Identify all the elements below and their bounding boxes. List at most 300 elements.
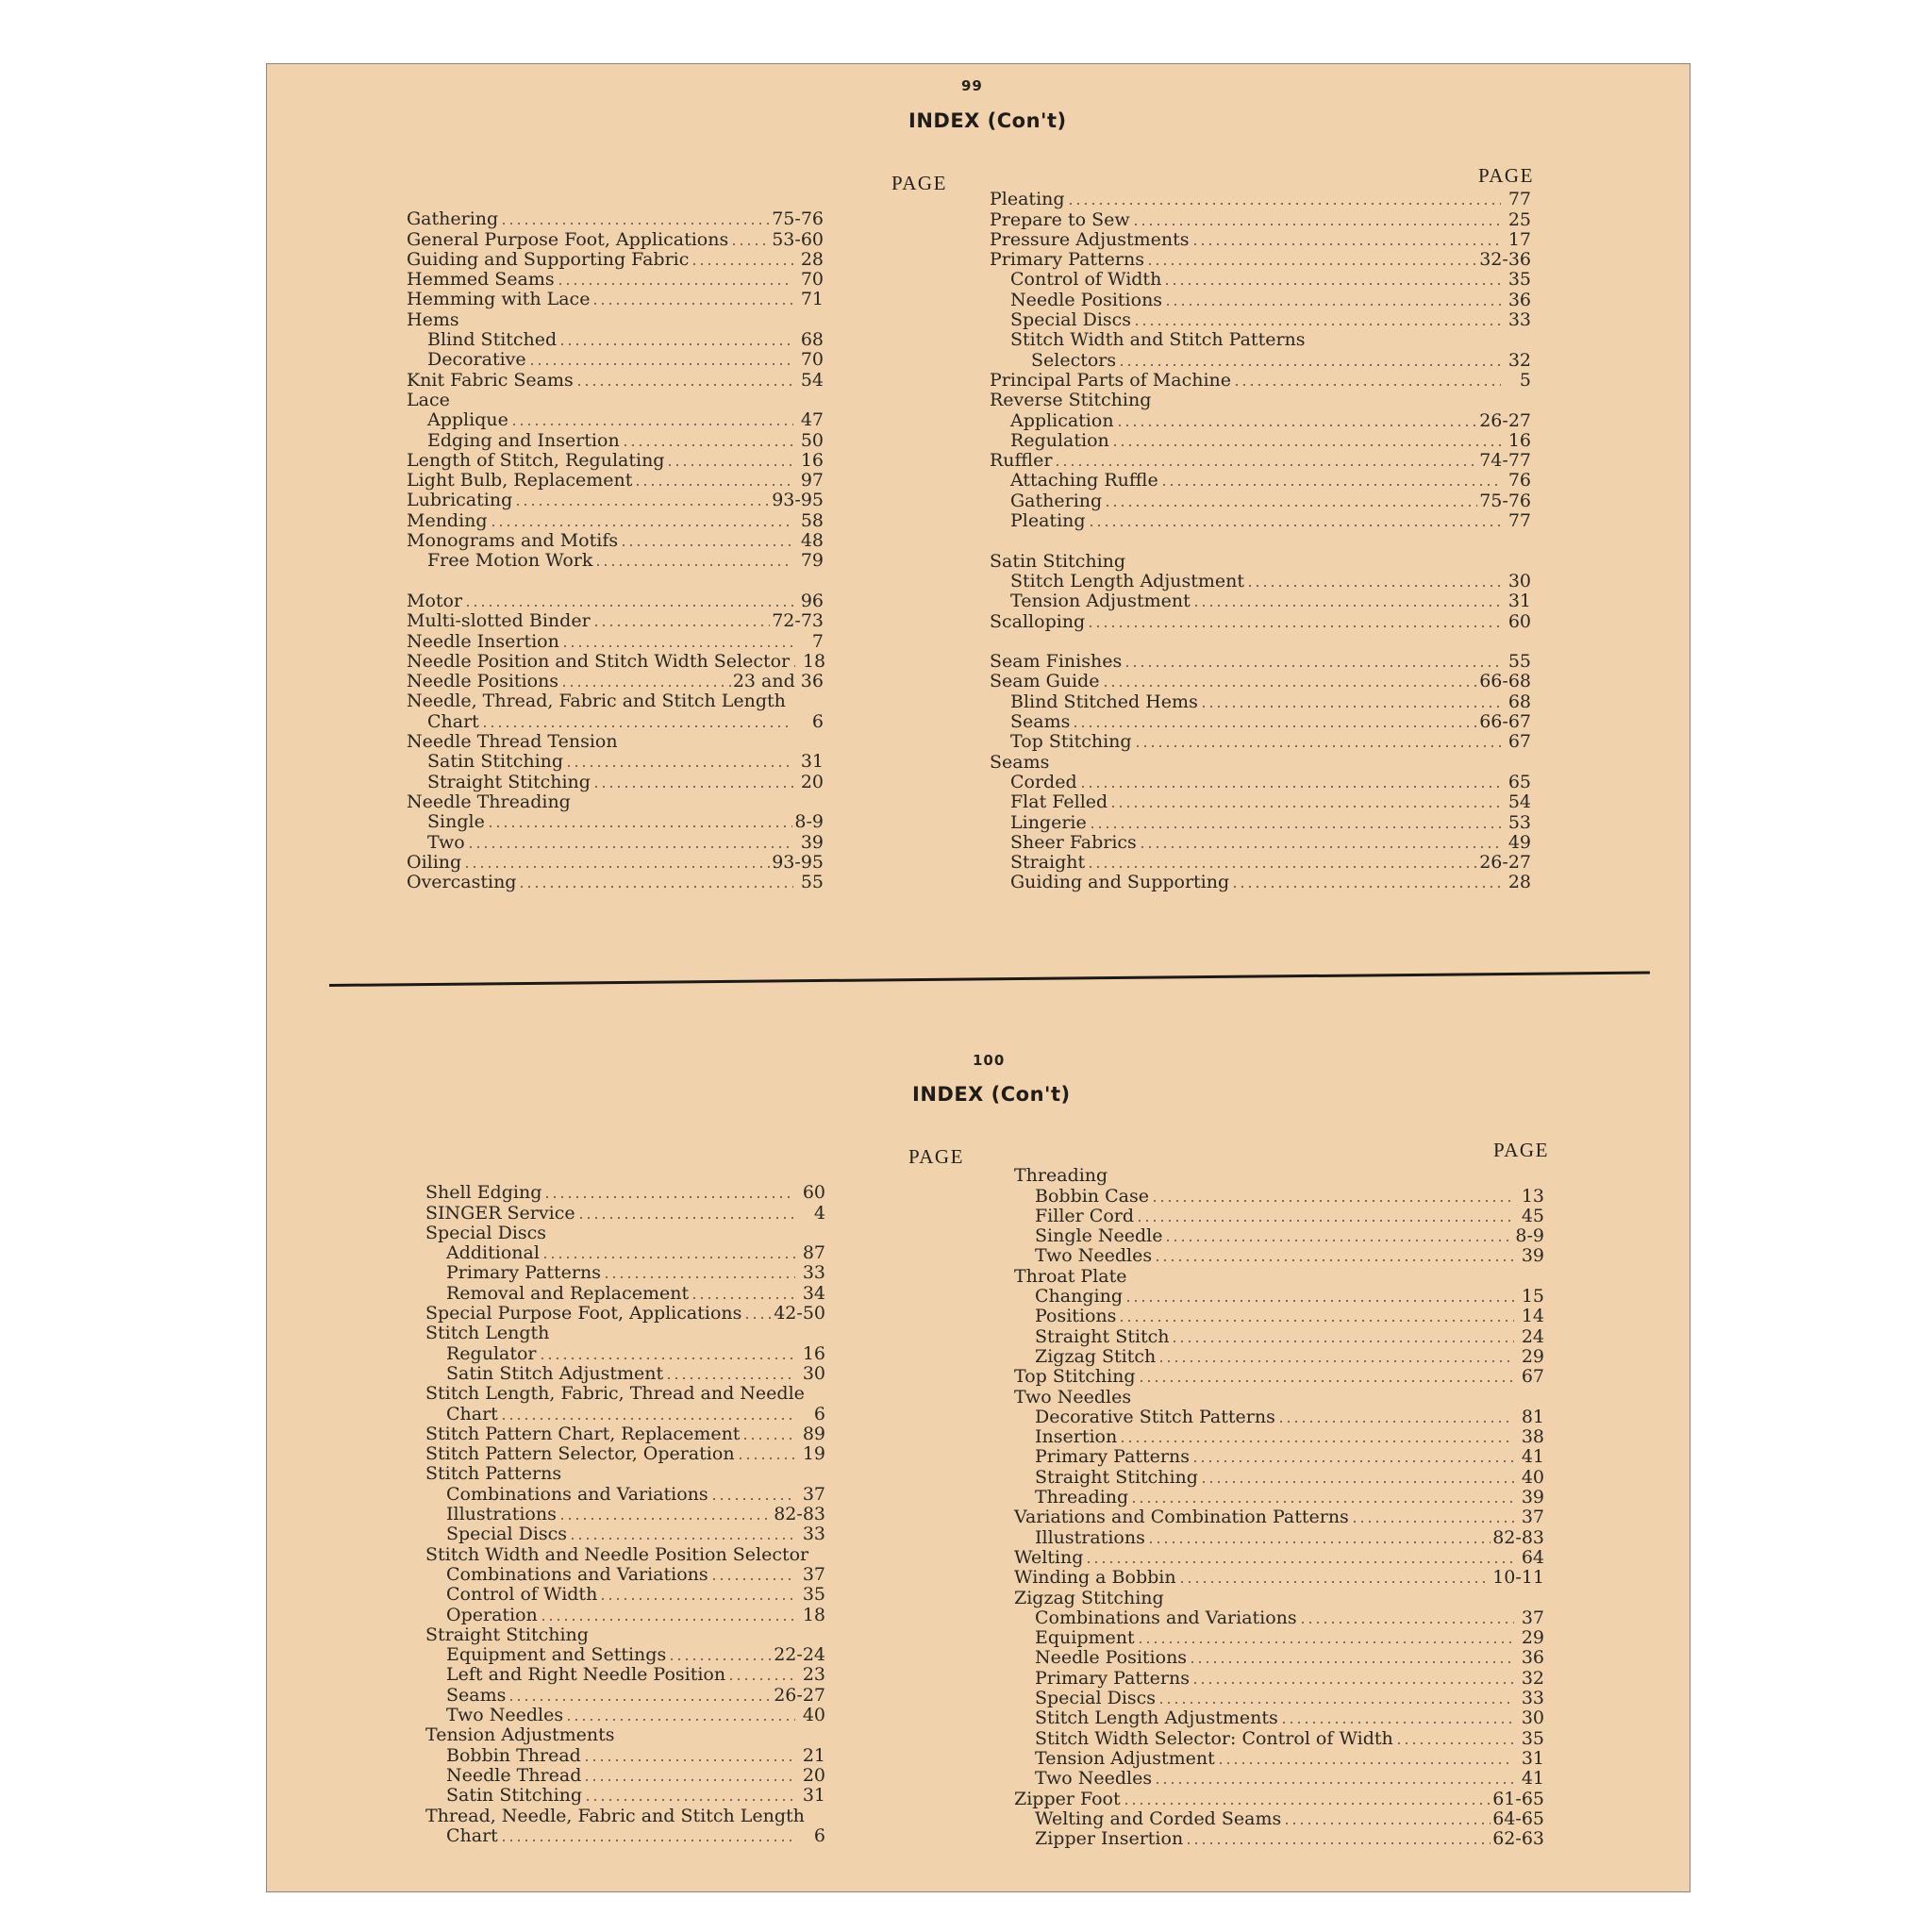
dot-leader <box>558 1518 772 1520</box>
entry-label: Gathering <box>1010 490 1103 511</box>
dot-leader <box>1111 444 1501 446</box>
page-column-heading: PAGE <box>1493 1139 1549 1161</box>
index-entry <box>425 1343 825 1363</box>
entry-page-ref: 15 <box>1521 1286 1544 1307</box>
index-entry <box>1014 1427 1544 1447</box>
dot-leader <box>668 1658 772 1660</box>
dot-leader <box>1134 745 1501 747</box>
dot-leader <box>1233 384 1501 386</box>
dot-leader <box>569 1538 795 1540</box>
entry-label: Straight Stitching <box>427 771 591 792</box>
index-entry <box>407 611 824 631</box>
entry-label: Illustrations <box>446 1504 557 1525</box>
dot-leader <box>1102 685 1478 687</box>
index-entry <box>407 471 824 491</box>
index-entry <box>990 752 1531 772</box>
entry-label: Zipper Insertion <box>1035 1828 1184 1850</box>
entry-label: Tension Adjustment <box>1010 591 1191 612</box>
dot-leader <box>1191 1460 1514 1462</box>
entry-page-ref: 6 <box>813 1403 825 1424</box>
entry-page-ref: 31 <box>1521 1747 1544 1769</box>
index-entry <box>425 1243 825 1263</box>
entry-label: Top Stitching <box>1010 731 1132 753</box>
index-entry <box>425 1384 825 1404</box>
index-entry <box>407 250 824 270</box>
dot-leader <box>540 1619 795 1621</box>
entry-label: Primary Patterns <box>990 249 1144 271</box>
index-entry <box>990 190 1531 209</box>
entry-label: Left and Right Needle Position <box>446 1664 726 1686</box>
entry-label: Knit Fabric Seams <box>407 369 574 391</box>
entry-label: Stitch Pattern Chart, Replacement <box>425 1423 741 1444</box>
index-entry <box>1014 1287 1544 1307</box>
dot-leader <box>500 1840 795 1841</box>
entry-label: Special Purpose Foot, Applications <box>425 1303 742 1324</box>
entry-page-ref: 17 <box>1507 228 1531 250</box>
dot-leader <box>1147 1541 1491 1543</box>
index-entry <box>1014 1447 1544 1467</box>
dot-leader <box>1133 324 1501 325</box>
entry-label: Straight Stitching <box>1035 1466 1198 1488</box>
entry-page-ref: 65 <box>1507 771 1531 792</box>
entry-page-ref: 79 <box>800 550 824 572</box>
index-entry <box>425 1364 825 1384</box>
index-entry <box>1014 1467 1544 1487</box>
entry-label: Guiding and Supporting Fabric <box>407 248 690 270</box>
entry-label: Tension Adjustment <box>1035 1747 1215 1769</box>
entry-label: Blind Stitched Hems <box>1010 691 1198 712</box>
page-column-heading: PAGE <box>891 172 947 194</box>
index-entry <box>407 853 824 873</box>
entry-page-ref: 67 <box>1507 731 1531 753</box>
dot-leader <box>710 1578 795 1580</box>
dot-leader <box>1191 1682 1514 1684</box>
index-entry <box>1014 1347 1544 1367</box>
entry-label: Equipment <box>1035 1627 1135 1649</box>
index-entry <box>407 691 824 711</box>
dot-leader <box>1351 1521 1514 1523</box>
index-entry <box>407 732 824 752</box>
entry-label: Two Needles <box>1035 1245 1153 1267</box>
entry-label: Straight Stitching <box>425 1624 589 1645</box>
dot-leader <box>1109 806 1501 808</box>
index-entry <box>425 1424 825 1444</box>
entry-label: Two Needles <box>446 1705 564 1726</box>
entry-page-ref: 32 <box>1507 349 1531 371</box>
index-entry <box>425 1283 825 1303</box>
entry-label: Edging and Insertion <box>427 429 620 451</box>
entry-label: Top Stitching <box>1014 1366 1136 1388</box>
index-entry <box>1014 1608 1544 1628</box>
dot-leader <box>741 1438 795 1440</box>
dot-leader <box>500 1418 795 1420</box>
dot-leader <box>577 1217 795 1219</box>
index-entry <box>1014 1488 1544 1507</box>
entry-page-ref: 5 <box>1519 369 1531 391</box>
entry-page-ref: 50 <box>800 429 824 451</box>
dot-leader <box>1160 484 1501 486</box>
entry-page-ref: 75-76 <box>772 208 824 230</box>
entry-page-ref: 96 <box>800 590 824 611</box>
entry-label: Seams <box>446 1684 507 1706</box>
dot-leader <box>1138 1380 1514 1382</box>
index-entry <box>407 752 824 772</box>
entry-label: Combinations and Variations <box>446 1483 708 1505</box>
index-entry <box>407 672 824 691</box>
entry-page-ref: 20 <box>802 1764 825 1786</box>
entry-label: Prepare to Sew <box>990 208 1130 230</box>
index-entry <box>425 1665 825 1685</box>
entry-label: Seam Guide <box>990 671 1100 692</box>
entry-label: Seam Finishes <box>990 651 1123 673</box>
entry-page-ref: 53-60 <box>772 228 824 250</box>
entry-page-ref: 23 and 36 <box>732 671 824 692</box>
page-number: 100 <box>973 1052 1006 1069</box>
index-title: INDEX (Con't) <box>908 109 1067 132</box>
entry-page-ref: 33 <box>1507 309 1531 331</box>
index-entry <box>425 1706 825 1725</box>
index-entry <box>425 1565 825 1585</box>
dot-leader <box>528 363 793 365</box>
index-entry <box>990 812 1531 832</box>
entry-label: Needle Threading <box>407 791 571 812</box>
index-entry <box>990 691 1531 711</box>
entry-label: Insertion <box>1035 1426 1118 1448</box>
entry-page-ref: 58 <box>800 509 824 531</box>
entry-spacer <box>407 571 824 591</box>
entry-label: Flat Felled <box>1010 791 1108 813</box>
entry-page-ref: 14 <box>1521 1306 1544 1327</box>
index-entry <box>990 209 1531 229</box>
dot-leader <box>1246 585 1501 587</box>
entry-label: Seams <box>1010 711 1071 733</box>
index-entry <box>407 551 824 571</box>
dot-leader <box>1124 1300 1514 1302</box>
entry-label: Selectors <box>1031 349 1117 371</box>
index-entry <box>990 290 1531 309</box>
entry-label: Mending <box>407 509 488 531</box>
entry-label: Stitch Width and Needle Position Selector <box>425 1543 809 1565</box>
dot-leader <box>565 1719 795 1721</box>
index-entry <box>990 672 1531 691</box>
dot-leader <box>575 384 793 386</box>
index-entry <box>990 551 1531 571</box>
entry-label: Special Discs <box>1035 1688 1157 1709</box>
entry-page-ref: 62-63 <box>1492 1828 1544 1850</box>
entry-page-ref: 29 <box>1521 1345 1544 1367</box>
dot-leader <box>791 665 795 667</box>
entry-page-ref: 33 <box>802 1524 825 1545</box>
dot-leader <box>583 1759 795 1761</box>
dot-leader <box>1299 1622 1514 1624</box>
index-column <box>990 190 1531 892</box>
scanned-index-sheet <box>266 63 1690 1892</box>
index-entry <box>1014 1387 1544 1407</box>
entry-page-ref: 60 <box>1507 610 1531 632</box>
entry-label: Primary Patterns <box>1035 1446 1190 1468</box>
index-entry <box>990 572 1531 591</box>
entry-label: Zigzag Stitch <box>1035 1345 1157 1367</box>
dot-leader <box>510 424 793 425</box>
entry-label: Stitch Pattern Selector, Operation <box>425 1443 735 1465</box>
entry-page-ref: 37 <box>1521 1507 1544 1528</box>
index-entry <box>1014 1326 1544 1346</box>
index-entry <box>425 1685 825 1705</box>
entry-label: Pressure Adjustments <box>990 228 1190 250</box>
dot-leader <box>1200 706 1501 708</box>
entry-label: Pleating <box>1010 510 1086 532</box>
index-entry <box>407 410 824 430</box>
dot-leader <box>1088 525 1501 526</box>
dot-leader <box>591 303 793 305</box>
index-entry <box>990 773 1531 792</box>
dot-leader <box>592 625 771 626</box>
index-entry <box>1014 1689 1544 1708</box>
entry-page-ref: 28 <box>800 248 824 270</box>
entry-label: Length of Stitch, Regulating <box>407 449 665 471</box>
index-entry <box>990 652 1531 672</box>
dot-leader <box>1158 1360 1514 1362</box>
entry-label: Operation <box>446 1604 538 1625</box>
entry-label: Two Needles <box>1035 1768 1153 1790</box>
index-entry <box>425 1745 825 1765</box>
entry-page-ref: 31 <box>802 1785 825 1807</box>
dot-leader <box>634 484 793 486</box>
entry-page-ref: 37 <box>802 1483 825 1505</box>
entry-page-ref: 30 <box>802 1362 825 1384</box>
dot-leader <box>1192 605 1501 607</box>
entry-label: Corded <box>1010 771 1077 792</box>
entry-label: Overcasting <box>407 872 517 893</box>
dot-leader <box>1123 1803 1491 1805</box>
dot-leader <box>464 605 793 607</box>
entry-label: Applique <box>427 409 508 431</box>
index-entry <box>990 310 1531 330</box>
index-entry <box>990 270 1531 290</box>
dot-leader <box>1277 1421 1514 1423</box>
entry-label: Throat Plate <box>1014 1265 1127 1287</box>
entry-label: Seams <box>990 751 1050 773</box>
index-entry <box>407 209 824 229</box>
entry-label: Zipper Foot <box>1014 1788 1121 1809</box>
index-entry <box>407 591 824 611</box>
entry-page-ref: 55 <box>1507 651 1531 673</box>
entry-label: Combinations and Variations <box>446 1563 708 1585</box>
index-entry <box>1014 1207 1544 1226</box>
entry-page-ref: 68 <box>800 329 824 351</box>
index-entry <box>990 611 1531 631</box>
dot-leader <box>543 1196 795 1198</box>
entry-page-ref: 4 <box>813 1202 825 1224</box>
index-entry <box>990 792 1531 812</box>
entry-label: Additional <box>446 1242 540 1264</box>
index-entry <box>990 732 1531 752</box>
entry-page-ref: 36 <box>1507 289 1531 310</box>
dot-leader <box>1146 263 1477 265</box>
index-entry <box>425 1203 825 1223</box>
entry-page-ref: 70 <box>800 349 824 371</box>
entry-label: Special Discs <box>1010 309 1132 331</box>
dot-leader <box>1130 1501 1514 1503</box>
index-entry <box>425 1183 825 1203</box>
index-entry <box>1014 1307 1544 1326</box>
dot-leader <box>620 544 793 546</box>
entry-page-ref: 93-95 <box>772 851 824 873</box>
dot-leader <box>1132 224 1501 225</box>
entry-label: Lace <box>407 389 450 410</box>
entry-label: Single <box>427 811 485 833</box>
index-entry <box>425 1505 825 1524</box>
index-entry <box>990 873 1531 892</box>
entry-page-ref: 32 <box>1521 1667 1544 1689</box>
index-entry <box>990 230 1531 250</box>
index-entry <box>1014 1507 1544 1527</box>
entry-page-ref: 35 <box>1521 1727 1544 1749</box>
page-divider-line <box>329 972 1650 987</box>
dot-leader <box>1185 1842 1491 1844</box>
dot-leader <box>584 1799 795 1801</box>
dot-leader <box>603 1276 795 1278</box>
index-entry <box>407 290 824 309</box>
dot-leader <box>1136 1220 1514 1222</box>
index-entry <box>425 1444 825 1464</box>
entry-label: Light Bulb, Replacement <box>407 470 633 491</box>
entry-page-ref: 71 <box>800 289 824 310</box>
entry-page-ref: 18 <box>802 1604 825 1625</box>
entry-page-ref: 23 <box>802 1664 825 1686</box>
entry-label: Reverse Stitching <box>990 390 1152 411</box>
index-entry <box>407 812 824 832</box>
index-entry <box>1014 1527 1544 1547</box>
entry-label: Shell Edging <box>425 1182 542 1204</box>
entry-label: Ruffler <box>990 450 1053 472</box>
entry-page-ref: 18 <box>802 650 826 672</box>
dot-leader <box>1395 1742 1514 1744</box>
entry-page-ref: 60 <box>802 1182 825 1204</box>
index-entry <box>425 1645 825 1665</box>
entry-page-ref: 30 <box>1507 570 1531 591</box>
entry-label: Needle Positions <box>1010 289 1163 310</box>
entry-page-ref: 39 <box>1521 1245 1544 1267</box>
entry-page-ref: 39 <box>800 831 824 853</box>
index-entry <box>1014 1186 1544 1206</box>
entry-page-ref: 77 <box>1507 510 1531 532</box>
entry-page-ref: 37 <box>802 1563 825 1585</box>
entry-label: Stitch Length, Fabric, Thread and Needle <box>425 1383 805 1405</box>
entry-label: Special Discs <box>425 1222 547 1243</box>
entry-label: Guiding and Supporting <box>1010 872 1230 893</box>
index-entry <box>425 1544 825 1564</box>
dot-leader <box>481 725 793 727</box>
index-entry <box>425 1484 825 1504</box>
entry-label: Regulator <box>446 1342 537 1364</box>
index-entry <box>407 873 824 892</box>
index-entry <box>1014 1728 1544 1748</box>
entry-page-ref: 89 <box>802 1423 825 1444</box>
dot-leader <box>1087 625 1501 627</box>
index-entry <box>425 1605 825 1624</box>
entry-label: Satin Stitching <box>446 1785 583 1807</box>
index-entry <box>407 631 824 651</box>
entry-page-ref: 25 <box>1507 208 1531 230</box>
dot-leader <box>599 1598 795 1600</box>
entry-label: Control of Width <box>1010 269 1162 291</box>
entry-page-ref: 82-83 <box>1492 1526 1544 1548</box>
entry-label: Principal Parts of Machine <box>990 369 1231 391</box>
index-entry <box>990 350 1531 370</box>
entry-page-ref: 38 <box>1521 1426 1544 1448</box>
entry-label: Equipment and Settings <box>446 1644 667 1666</box>
entry-label: Bobbin Case <box>1035 1185 1149 1207</box>
entry-page-ref: 37 <box>1521 1607 1544 1628</box>
index-entry <box>425 1625 825 1645</box>
entry-label: Stitch Width and Stitch Patterns <box>1010 329 1306 351</box>
entry-label: Free Motion Work <box>427 550 593 572</box>
dot-leader <box>727 1678 795 1680</box>
entry-label: Changing <box>1035 1286 1123 1307</box>
entry-page-ref: 55 <box>800 872 824 893</box>
entry-label: Needle Insertion <box>407 630 559 652</box>
dot-leader <box>1116 425 1478 426</box>
entry-page-ref: 26-27 <box>1479 852 1531 874</box>
entry-label: Control of Width <box>446 1584 598 1606</box>
index-entry <box>425 1304 825 1324</box>
dot-leader <box>1079 786 1501 788</box>
entry-page-ref: 64 <box>1521 1546 1544 1568</box>
entry-page-ref: 16 <box>802 1342 825 1364</box>
index-entry <box>1014 1708 1544 1728</box>
dot-leader <box>1089 826 1501 828</box>
entry-label: Needle Positions <box>1035 1647 1188 1669</box>
index-entry <box>1014 1789 1544 1808</box>
entry-page-ref: 33 <box>1521 1688 1544 1709</box>
entry-page-ref: 54 <box>1507 791 1531 813</box>
entry-label: Attaching Ruffle <box>1010 470 1158 491</box>
entry-page-ref: 39 <box>1521 1487 1544 1508</box>
entry-page-ref: 64-65 <box>1492 1807 1544 1829</box>
index-entry <box>425 1224 825 1243</box>
index-entry <box>425 1766 825 1786</box>
dot-leader <box>1137 1641 1514 1643</box>
entry-page-ref: 67 <box>1521 1366 1544 1388</box>
index-entry <box>1014 1668 1544 1688</box>
entry-label: Lubricating <box>407 490 513 511</box>
dot-leader <box>691 1297 795 1299</box>
entry-page-ref: 74-77 <box>1479 450 1531 472</box>
index-entry <box>407 792 824 812</box>
entry-label: Needle, Thread, Fabric and Stitch Length <box>407 691 786 712</box>
entry-page-ref: 45 <box>1521 1205 1544 1226</box>
index-entry <box>407 491 824 510</box>
entry-label: Needle Thread <box>446 1764 582 1786</box>
entry-label: Lingerie <box>1010 811 1087 833</box>
dot-leader <box>665 1377 795 1379</box>
entry-label: Motor <box>407 590 463 611</box>
dot-leader <box>1178 1581 1491 1583</box>
entry-page-ref: 70 <box>800 269 824 291</box>
index-entry <box>407 270 824 290</box>
index-entry <box>425 1786 825 1806</box>
entry-label: Variations and Combination Patterns <box>1014 1507 1349 1528</box>
entry-page-ref: 77 <box>1507 189 1531 210</box>
entry-label: Thread, Needle, Fabric and Stitch Length <box>425 1805 805 1826</box>
dot-leader <box>710 1498 795 1500</box>
entry-page-ref: 42-50 <box>774 1303 825 1324</box>
dot-leader <box>1119 1441 1514 1442</box>
dot-leader <box>487 825 793 827</box>
entry-page-ref: 87 <box>802 1242 825 1264</box>
entry-page-ref: 48 <box>800 530 824 552</box>
